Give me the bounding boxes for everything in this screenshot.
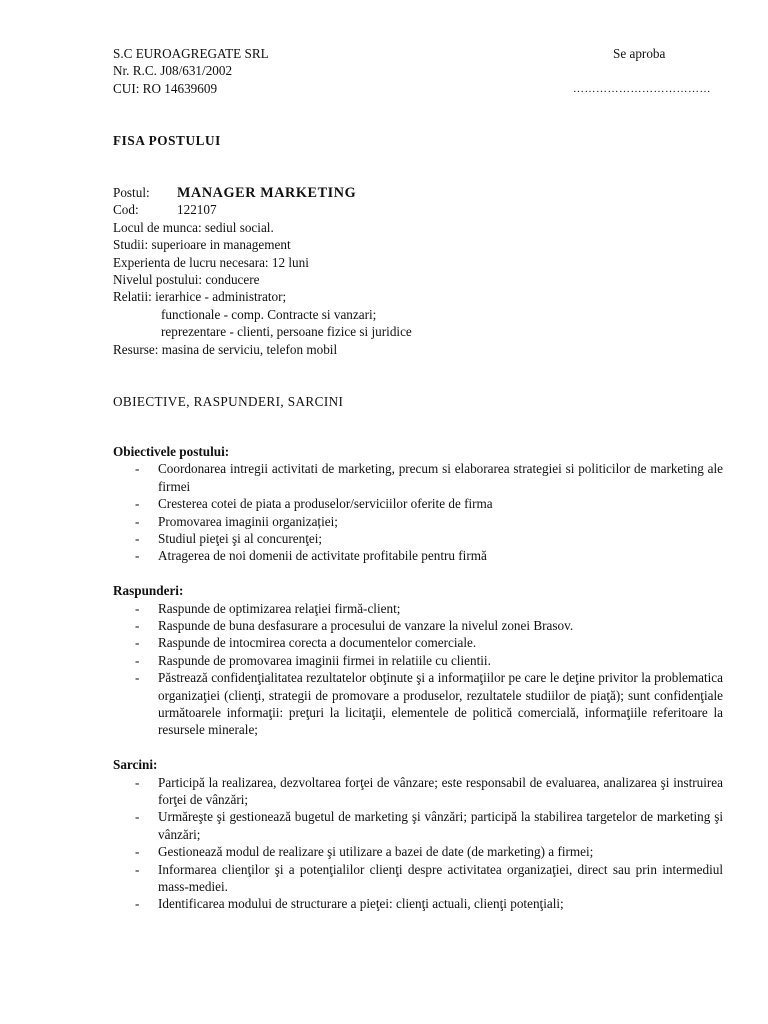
- list-item: - Gestionează modul de realizare şi utilizare a bazei de date (de marketing) a firmei;: [113, 843, 723, 860]
- studies: Studii: superioare in management: [113, 237, 291, 253]
- signature-line: ………………………………: [573, 83, 711, 95]
- list-item: - Raspunde de promovarea imaginii firmei in relatiile cu clientii.: [113, 652, 723, 669]
- relations-representation: reprezentare - clienti, persoane fizice si juridice: [161, 324, 412, 340]
- section-heading: Obiectivele postului:: [113, 444, 230, 459]
- relations-functional: functionale - comp. Contracte si vanzari;: [161, 306, 377, 322]
- cod-label: Cod:: [113, 202, 139, 218]
- list-item: - Raspunde de optimizarea relaţiei firmă-client;: [113, 600, 723, 617]
- post-level: Nivelul postului: conducere: [113, 271, 260, 287]
- post-row: [113, 184, 723, 201]
- list-item: - Urmăreşte şi gestionează bugetul de marketing şi vânzări; participă la stabilirea targetelor de marketing şi vânzări;: [113, 808, 723, 843]
- document-title: FISA POSTULUI: [113, 133, 221, 148]
- post-value: MANAGER MARKETING: [177, 185, 357, 201]
- registration-number: Nr. R.C. J08/631/2002: [113, 63, 233, 79]
- list-item: - Raspunde de buna desfasurare a procesului de vanzare la nivelul zonei Brasov.: [113, 617, 723, 634]
- section-heading: Sarcini:: [113, 757, 158, 773]
- sections: [113, 443, 723, 930]
- company-name: S.C EUROAGREGATE SRL: [113, 46, 269, 61]
- work-location: Locul de munca: sediul social.: [113, 219, 274, 235]
- tasks-list: [113, 774, 723, 913]
- cod-row: [113, 201, 723, 218]
- company-header: [113, 45, 269, 97]
- list-item: - Coordonarea intregii activitati de marketing, precum si elaborarea strategiei si politicilor de marketing ale firmei: [113, 460, 723, 495]
- list-item: - Participă la realizarea, dezvoltarea forţei de vânzare; este responsabil de evaluarea, analizarea şi instruirea forţei de vânzări;: [113, 774, 723, 809]
- objectives-list: [113, 460, 723, 564]
- list-item: - Promovarea imaginii organizației;: [113, 513, 723, 530]
- resources: Resurse: masina de serviciu, telefon mobil: [113, 341, 338, 357]
- cod-value: 122107: [177, 202, 217, 218]
- experience: Experienta de lucru necesara: 12 luni: [113, 254, 309, 270]
- approval-label: Se aproba: [613, 46, 666, 61]
- list-item: - Informarea clienţilor şi a potenţialilor clienţi despre activitatea organizaţiei, direct sau prin intermediul mass-mediei.: [113, 861, 723, 896]
- cui-code: CUI: RO 14639609: [113, 80, 218, 96]
- responsibilities-list: [113, 600, 723, 739]
- section-heading: Raspunderi:: [113, 583, 184, 599]
- section-objectives: [113, 443, 723, 565]
- list-item: - Studiul pieţei şi al concurenţei;: [113, 530, 723, 547]
- post-label: Postul:: [113, 185, 150, 200]
- section-tasks: [113, 756, 723, 913]
- list-item: - Raspunde de intocmirea corecta a documentelor comerciale.: [113, 634, 723, 651]
- list-item: - Păstrează confidenţialitatea rezultatelor obţinute şi a informaţiilor pe care le deţine privitor la problematica organizaţiei (clienţi, strategii de promovare a produselor, rezultatele studiilor de piaţă); sunt confidenţiale următoarele informaţii: preţuri la licitaţii, elementele de politică comercială, informaţiile referitoare la resursele minerale;: [113, 669, 723, 739]
- relations-hierarchical: Relatii: ierarhice - administrator;: [113, 289, 287, 305]
- job-info: [113, 184, 723, 358]
- list-item: - Identificarea modului de structurare a pieţei: clienţi actuali, clienţi potenţiali;: [113, 895, 723, 912]
- objectives-heading: OBIECTIVE, RASPUNDERI, SARCINI: [113, 394, 344, 409]
- list-item: - Cresterea cotei de piata a produselor/serviciilor oferite de firma: [113, 495, 723, 512]
- section-responsibilities: [113, 582, 723, 739]
- list-item: - Atragerea de noi domenii de activitate profitabile pentru firmă: [113, 547, 723, 564]
